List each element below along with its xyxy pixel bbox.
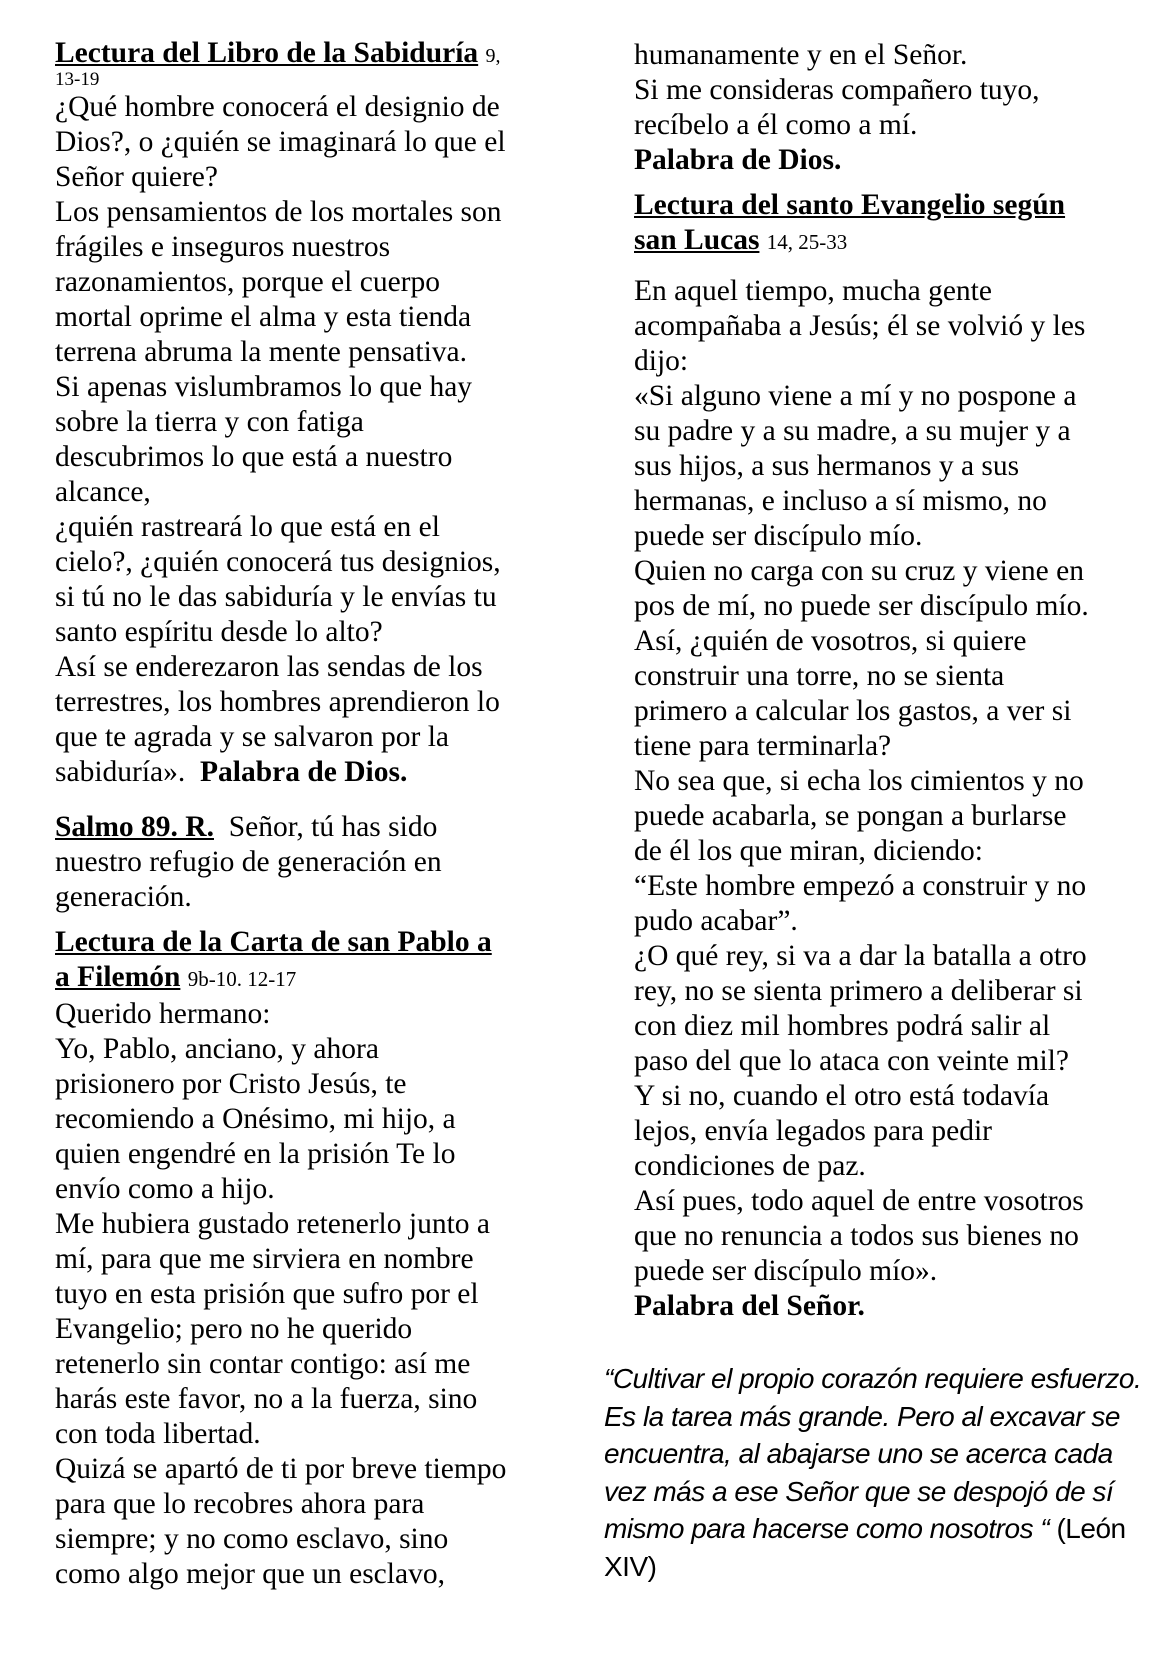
quote-line: “Cultivar el propio corazón requiere esfuerzo. [604,1363,1142,1394]
reading1-line: mortal oprime el alma y esta tienda [55,301,472,333]
psalm-header [55,810,575,845]
reading1-line: santo espíritu desde lo alto? [55,616,383,648]
quote-line: Es la tarea más grande. Pero al excavar se [604,1400,1120,1432]
gospel-line: sus hijos, a sus hermanos y a sus [634,450,1020,482]
reading1-body [55,90,575,755]
gospel-line: su padre y a su madre, a su mujer y a [634,415,1071,447]
reading2-line: Quizá se apartó de ti por breve tiempo [55,1453,507,1485]
quote-block [604,1360,1159,1585]
gospel-ref: 14, 25-33 [766,230,848,254]
reading2-line: para que lo recobres ahora para [55,1488,425,1520]
reading2-line: siempre; y no como esclavo, sino [55,1523,449,1555]
reading2-title-2: a Filemón [55,961,181,993]
reading1-line: Así se enderezaron las sendas de los [55,651,483,683]
gospel-line: que no renuncia a todos sus bienes no [634,1220,1079,1252]
reading2-closing: Palabra de Dios. [634,144,842,176]
quote-author-2: XIV) [604,1550,657,1582]
reading1-title: Lectura del Libro de la Sabiduría [55,37,479,69]
gospel-line: condiciones de paz. [634,1150,866,1182]
reading2-line: como algo mejor que un esclavo, [55,1558,445,1590]
reading2-line: retenerlo sin contar contigo: así me [55,1348,471,1380]
gospel-line: puede ser discípulo mío. [634,520,923,552]
reading1-line: Si apenas vislumbramos lo que hay [55,371,473,403]
reading1-line: razonamientos, porque el cuerpo [55,266,440,298]
reading1-line: que te agrada y se salvaron por la [55,721,449,753]
reading1-closing: Palabra de Dios. [200,756,408,788]
reading1-ref-a: 9, [485,45,501,67]
gospel-line: paso del que lo ataca con veinte mil? [634,1045,1069,1077]
reading2-line: Si me consideras compañero tuyo, [634,74,1040,106]
reading1-line: Dios?, o ¿quién se imaginará lo que el [55,126,506,158]
gospel-line: acompañaba a Jesús; él se volvió y les [634,310,1086,342]
reading2-line: mí, para que me sirviera en nombre [55,1243,474,1275]
reading1-ref-b: 13-19 [55,69,100,90]
psalm-title: Salmo 89. R. [55,811,214,843]
reading2-line: quien engendré en la prisión Te lo [55,1138,456,1170]
reading1-line: Señor quiere? [55,161,218,193]
reading2-line: recíbelo a él como a mí. [634,109,918,141]
quote-line: encuentra, al abajarse uno se acerca cada [604,1438,1113,1469]
psalm-response [55,845,575,915]
reading1-line: cielo?, ¿quién conocerá tus designios, [55,546,501,578]
reading1-line: frágiles e inseguros nuestros [55,231,391,263]
gospel-line: tiene para terminarla? [634,730,892,762]
psalm-line: generación. [55,881,192,913]
reading2-line: harás este favor, no a la fuerza, sino [55,1383,478,1415]
reading2-ref: 9b-10. 12-17 [187,967,297,991]
reading2-title-1: Lectura de la Carta de san Pablo a [55,926,492,958]
gospel-title-2: san Lucas [634,224,760,256]
reading1-line: ¿Qué hombre conocerá el designio de [55,91,500,123]
reading1-line: alcance, [55,476,151,508]
gospel-line: ¿O qué rey, si va a dar la batalla a otro [634,940,1087,972]
reading1-line: Los pensamientos de los mortales son [55,196,502,228]
reading2-line: tuyo en esta prisión que sufro por el [55,1278,479,1310]
quote-text [604,1360,1159,1510]
reading2-body [55,997,575,1592]
gospel-line: rey, no se sienta primero a deliberar si [634,975,1083,1007]
quote-line: mismo para hacerse como nosotros “ [604,1513,1050,1544]
quote-line: vez más a ese Señor que se despojó de sí [604,1475,1114,1507]
psalm-response-1: Señor, tú has sido [228,811,438,843]
gospel-line: Así, ¿quién de vosotros, si quiere [634,625,1027,657]
left-column [55,36,575,1592]
psalm-line: nuestro refugio de generación en [55,846,442,878]
gospel-line: lejos, envía legados para pedir [634,1115,992,1147]
gospel-closing: Palabra del Señor. [634,1290,865,1322]
gospel-body [634,274,1154,1289]
quote-author-1: (León [1056,1513,1126,1544]
gospel-line: pos de mí, no puede ser discípulo mío. [634,590,1089,622]
reading2-line: Evangelio; pero no he querido [55,1313,413,1345]
gospel-line: «Si alguno viene a mí y no pospone a [634,380,1077,412]
gospel-line: puede acabarla, se pongan a burlarse [634,800,1067,832]
gospel-line: No sea que, si echa los cimientos y no [634,765,1084,797]
gospel-line: puede ser discípulo mío». [634,1255,938,1287]
reading1-line: terrestres, los hombres aprendieron lo [55,686,500,718]
reading2-line: con toda libertad. [55,1418,261,1450]
right-column [634,38,1154,1324]
reading1-header [55,36,575,90]
reading1-last-line [55,755,575,790]
reading2-line: recomiendo a Onésimo, mi hijo, a [55,1103,456,1135]
reading2-line: prisionero por Cristo Jesús, te [55,1068,407,1100]
gospel-line: con diez mil hombres podrá salir al [634,1010,1051,1042]
reading1-line: descubrimos lo que está a nuestro [55,441,453,473]
reading1-line: ¿quién rastreará lo que está en el [55,511,440,543]
gospel-header [634,188,1154,260]
reading2-line: humanamente y en el Señor. [634,39,968,71]
reading2-line: Querido hermano: [55,998,271,1030]
gospel-line: Así pues, todo aquel de entre vosotros [634,1185,1084,1217]
gospel-line: de él los que miran, diciendo: [634,835,983,867]
reading1-line: terrena abruma la mente pensativa. [55,336,467,368]
gospel-title-1: Lectura del santo Evangelio según [634,189,1066,221]
reading1-line: si tú no le das sabiduría y le envías tu [55,581,497,613]
reading2-line: Yo, Pablo, anciano, y ahora [55,1033,379,1065]
reading1-line: sobre la tierra y con fatiga [55,406,364,438]
gospel-line: hermanas, e incluso a sí mismo, no [634,485,1047,517]
reading2-line: Me hubiera gustado retenerlo junto a [55,1208,490,1240]
gospel-line: dijo: [634,345,689,377]
gospel-line: primero a calcular los gastos, a ver si [634,695,1072,727]
quote-author-line [604,1510,1159,1548]
reading2-line: envío como a hijo. [55,1173,275,1205]
gospel-line: pudo acabar”. [634,905,798,937]
reading1-last-text: sabiduría». [55,756,186,788]
gospel-line: Quien no carga con su cruz y viene en [634,555,1084,587]
reading2-body-continued [634,38,1154,143]
reading2-header [55,925,575,997]
gospel-line: En aquel tiempo, mucha gente [634,275,992,307]
gospel-line: Y si no, cuando el otro está todavía [634,1080,1050,1112]
gospel-line: “Este hombre empezó a construir y no [634,870,1087,902]
gospel-line: construir una torre, no se sienta [634,660,1005,692]
